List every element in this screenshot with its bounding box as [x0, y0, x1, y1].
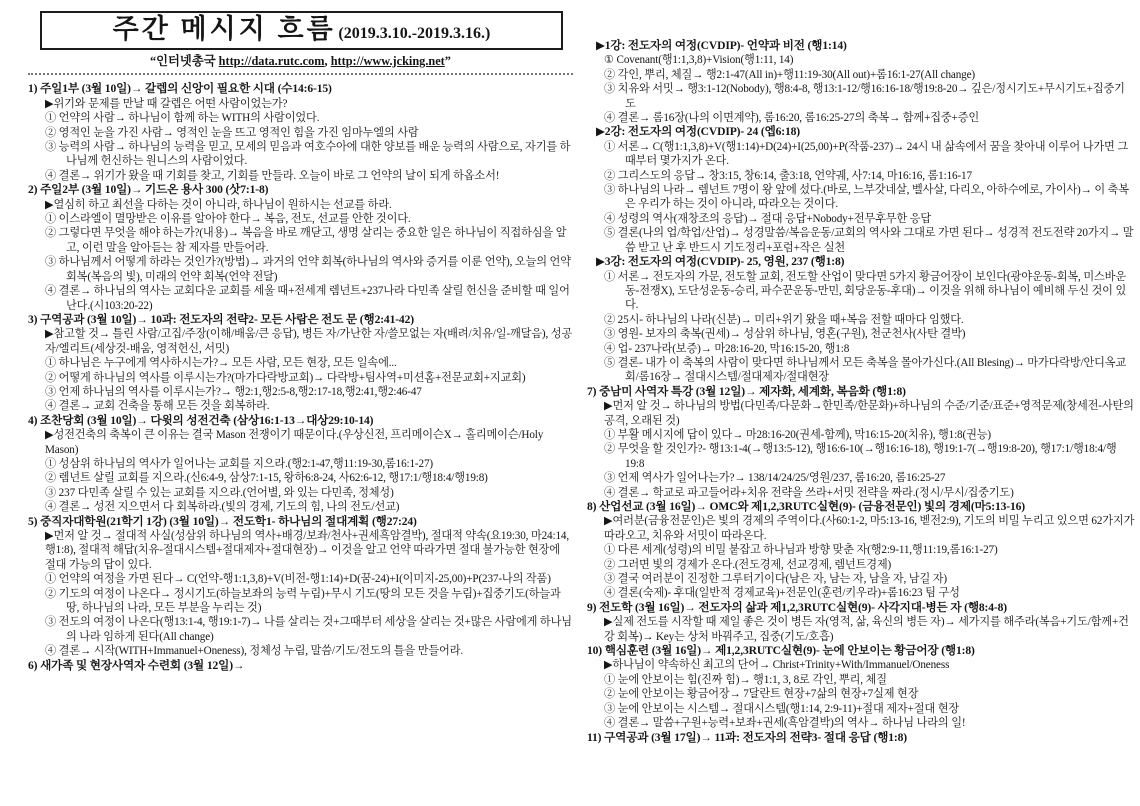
section-item: ② 무엇을 할 것인가?- 행13:1-4(→행13:5-12), 행16:6-10(→행16:16-18), 행19:1-7(→행19:8-20), 행17:1/행18:4/행19:8 — [604, 443, 1117, 470]
section-item: ⑤ 결론(나의 업/학업/산업)→ 성경말씀/복음운동/교회의 역사와 그대로 가면 된다→ 성경적 전도전략 20가지→ 말씀 받고 난 후 반드시 기도정리+포럼+작은 실천 — [604, 227, 1134, 254]
section-item: ② 그러면 빛의 경제가 온다.(전도경제, 선교경제, 렘넌트경제) — [604, 558, 892, 571]
section-item: ② 렘넌트 살릴 교회를 지으라.(신6:4-9, 삼상7:1-15, 왕하6:8-24, 사62:6-12, 행17:1/행18:4/행19:8) — [45, 472, 488, 485]
section-intro: ▶참고할 것→ 틀린 사람/고집/주장(이해/배움/큰 응답), 병든 자/가난한 자/쓸모없는 자(배려/치유/일-깨달음), 성공자/엘리트(세상것-배움, 영적헌신, 서밋) — [45, 328, 573, 355]
section-item: ③ 능력의 사람→ 하나님의 능력을 믿고, 모세의 믿음과 여호수아에 대한 양보를 배운 능력의 사람으로, 자기를 하나님께 헌신하는 원니스의 사람이었다. — [45, 141, 571, 168]
section — [28, 313, 573, 414]
section-item: ③ 237 다민족 살릴 수 있는 교회를 지으라.(언어별, 와 있는 다민족, 정체성) — [45, 486, 394, 499]
section-number: 6) — [28, 658, 41, 672]
section-title: 7) 중남미 사역자 특강 (3월 12일)→ 제자화, 세계화, 복음화 (행1:8) — [587, 384, 906, 398]
jcking-link[interactable]: http://www.jcking.net — [330, 54, 445, 68]
left-sections — [28, 82, 573, 673]
section-number: 3) — [28, 312, 41, 326]
section-intro: ▶위기와 문제를 만날 때 갈렙은 어떤 사람이었는가? — [45, 97, 288, 110]
section-number: 4) — [28, 413, 41, 427]
section — [587, 601, 1135, 644]
section-item: ② 25시- 하나님의 나라(신분)→ 미리+위기 왔을 때+복음 전할 때마다 임했다. — [604, 313, 964, 326]
right-column — [587, 8, 1135, 806]
section-number: 9) — [587, 600, 600, 614]
section-item: ④ 결론→ 성전 지으면서 다 회복하라.(빛의 경제, 기도의 힘, 나의 전도/선교) — [45, 501, 400, 514]
section — [587, 255, 1135, 385]
section-item: ④ 업- 237나라(보증)→ 마28:16-20, 막16:15-20, 행1:8 — [604, 342, 850, 355]
section-item: ① Covenant(행1:1,3,8)+Vision(행1:11, 14) — [604, 54, 794, 67]
section-item: ④ 결론→ 위기가 왔을 때 기회를 찾고, 기회를 만들라. 오늘이 바로 그 언약의 날이 되게 하옵소서! — [45, 169, 500, 182]
section-title: 4) 조찬당회 (3월 10일)→ 다윗의 성전건축 (삼상16:1-13→대상29:10-14) — [28, 413, 374, 427]
rutc-data-link[interactable]: http://data.rutc.com — [218, 54, 325, 68]
section-intro: ▶성전건축의 축복이 큰 이유는 결국 Mason 전쟁이기 때문이다.(우상신전, 프리메이슨X→ 홀리메이슨/Holy Mason) — [45, 429, 544, 456]
section-intro: ▶하나님이 약속하신 최고의 단어→ Christ+Trinity+With/Immanuel/Oneness — [604, 659, 950, 672]
title-box — [40, 11, 563, 50]
section-item: ③ 언제 하나님의 역사를 이루시는가?→ 행2:1,행2:5-8,행2:17-18,행2:41,행2:46-47 — [45, 385, 422, 398]
section — [28, 82, 573, 183]
section — [587, 125, 1135, 255]
section-number: 10) — [587, 644, 605, 658]
section-item: ① 언약의 여정을 가면 된다→ C(언약-행1:1,3,8)+V(비전-행1:14)+D(꿈-24)+I(이미지-25,00)+P(237-나의 작품) — [45, 573, 551, 586]
section-item: ④ 결론(숙제)- 후대(일반적 경제교육)+전문인(훈련/키우라)+롬16:23 팀 구성 — [604, 587, 960, 600]
section-item: ④ 결론→ 시작(WITH+Immanuel+Oneness), 정체성 누림, 말씀/기도/전도의 틀을 만들어라. — [45, 645, 463, 658]
section-item: ④ 결론→ 학교로 파고들어라+치유 전략을 쓰라+서밋 전략을 짜라.(정시/무시/집중기도) — [604, 486, 1014, 499]
subtitle-separator: , — [324, 54, 331, 68]
section — [587, 731, 1135, 745]
section-item: ④ 결론→ 하나님의 역사는 교회다운 교회를 세울 때+전세계 렘넌트+237나라 다민족 살릴 헌신을 준비할 때 일어난다.(시103:20-22) — [45, 285, 570, 312]
section-item: ① 하나님은 누구에게 역사하시는가?→ 모든 사람, 모든 현장, 모든 일속에... — [45, 357, 397, 370]
right-sections — [587, 39, 1135, 745]
section-number: 1) — [28, 82, 41, 96]
section-number: 8) — [587, 500, 600, 513]
section-title: 8) 산업선교 (3월 16일)→ OMC와 제1,2,3RUTC실현(9)- (금융전문인) 빛의 경제(마5:13-16) — [587, 500, 1025, 513]
section-intro: ▶먼저 알 것→ 하나님의 방법(다민족/다문화→한민족/한문화)+하나님의 수준/기준/표준+영적문제(창세전-사탄의 공격, 오래된 것) — [604, 400, 1134, 427]
section — [587, 500, 1135, 601]
section-title: ▶1강: 전도자의 여정(CVDIP)- 언약과 비전 (행1:14) — [596, 39, 847, 52]
section-intro: ▶여러분(금융전문인)은 빛의 경제의 주역이다.(사60:1-2, 마5:13-16, 벧전2:9), 기도의 비밀 누리고 있으면 62가지가 따라오고, 치유와 서밋이 따라온다. — [604, 515, 1135, 542]
section-item: ① 서론→ C(행1:1,3,8)+V(행1:14)+D(24)+I(25,00)+P(작품-237)→ 24시 내 삶속에서 꿈을 찾아내 이루어 나가면 그때부터 몇가지가 온다. — [604, 140, 1128, 168]
page-title: 주간 메시지 흐름 — [112, 14, 336, 44]
section-item: ④ 결론→ 롬16장(나의 이면계약), 롬16:20, 롬16:25-27의 축복→ 함께+집중+증인 — [604, 112, 980, 125]
section-item: ③ 하나님의 나라→ 렘넌트 7명이 왕 앞에 섰다.(바로, 느부갓네살, 벨사살, 다리오, 아하수에로, 가이사)→ 이 축복은 우리가 하는 것이 아니라, 따라오는 것이다. — [604, 184, 1129, 211]
section-item: ⑤ 결론- 내가 이 축복의 사람이 맞다면 하나님께서 모든 축복을 몰아가신다.(All Blesing)→ 마가다락방/안디옥교회/롬16장→ 절대시스템/절대제자/절대현장 — [604, 356, 1127, 384]
section-title: 11) 구역공과 (3월 17일)→ 11과: 전도자의 전략3- 절대 응답 (행1:8) — [587, 730, 907, 744]
section — [587, 385, 1135, 500]
section-intro: ▶먼저 알 것→ 절대적 사실(성삼위 하나님의 역사+배경/보좌/천사+권세흑암결박), 절대적 약속(요19:30, 마24:14, 행1:8), 절대적 해답(치유-절대시스템+절대제자+절대현장)→ 이것을 알고 언약 따라가면 절대 불가능한 현장에 절대 가능의 답이 있다. — [45, 530, 569, 571]
section-item: ③ 전도의 여정이 나온다(행13:1-4, 행19:1-7)→ 나를 살리는 것+그때부터 세상을 살리는 것+많은 사람에게 하나님의 나라 임하게 된다(All change) — [45, 616, 572, 643]
section — [28, 414, 573, 515]
section-item: ② 그렇다면 무엇을 해야 하는가?(내용)→ 복음을 바로 깨닫고, 생명 살리는 중요한 일은 하나님이 직접하심을 알고, 이런 말을 알아듣는 참 제자를 만들어라. — [45, 227, 567, 254]
section-number: 2) — [28, 183, 41, 197]
section — [587, 39, 1135, 125]
section-title: ▶3강: 전도자의 여정(CVDIP)- 25, 영원, 237 (행1:8) — [596, 255, 845, 269]
section — [28, 659, 573, 673]
section-item: ② 눈에 안보이는 황금어장→ 7달란트 현장+7삶의 현장+7실제 현장 — [604, 688, 919, 701]
section-item: ① 성삼위 하나님의 역사가 일어나는 교회를 지으라.(행2:1-47,행11:19-30,롬16:1-27) — [45, 457, 433, 470]
section-item: ② 영적인 눈을 가진 사람→ 영적인 눈을 뜨고 영적인 힘을 가진 임마누엘의 사람 — [45, 126, 419, 139]
section-number: 11) — [587, 730, 605, 744]
section-item: ③ 치유와 서밋→ 행3:1-12(Nobody), 행8:4-8, 행13:1-12/행16:16-18/행19:8-20→ 깊은/정시기도+무시기도+집중기도 — [604, 83, 1125, 110]
section-item: ② 각인, 뿌리, 체질→ 행2:1-47(All in)+행11:19-30(All out)+롬16:1-27(All change) — [604, 68, 975, 81]
section — [28, 183, 573, 313]
section-intro: ▶실제 전도를 시작할 때 제일 좋은 것이 병든 자(영적, 삶, 육신의 병든 자)→ 세가지를 해주라(복음+기도/함께+건강 회복)→ Key는 상처 바꿔주고, 집중(기도/호흡) — [604, 616, 1129, 643]
section-intro: ▶열심히 하고 최선을 다하는 것이 아니라, 하나님이 원하시는 선교를 하라. — [45, 198, 392, 211]
section-title: 5) 중직자대학원(21학기 1강) (3월 10일)→ 전도학1- 하나님의 절대계획 (행27:24) — [28, 514, 417, 528]
section — [28, 515, 573, 659]
section-item: ① 눈에 안보이는 힘(진짜 힘)→ 행1:1, 3, 8로 각인, 뿌리, 체질 — [604, 673, 887, 686]
section-item: ③ 언제 역사가 일어나는가?→ 138/14/24/25/영원/237, 롬16:20, 롬16:25-27 — [604, 472, 946, 485]
section-item: ① 다른 세계(성령)의 비밀 붙잡고 하나님과 방향 맞춘 자(행2:9-11,행11:19,롬16:1-27) — [604, 544, 998, 557]
section-title: 9) 전도학 (3월 16일)→ 전도자의 삶과 제1,2,3RUTC실현(9)- 사각지대-병든 자 (행8:4-8) — [587, 600, 1007, 614]
section-title: 2) 주일2부 (3월 10일)→ 기드온 용사 300 (삿7:1-8) — [28, 183, 269, 197]
subtitle-suffix: ” — [444, 54, 451, 68]
section-title: 1) 주일1부 (3월 10일)→ 갈렙의 신앙이 필요한 시대 (수14:6-15) — [28, 82, 332, 96]
section — [587, 644, 1135, 730]
section-item: ③ 영원- 보자의 축복(권세)→ 성삼위 하나님, 영혼(구원), 천군천사(사탄 결박) — [604, 328, 966, 341]
date-range: (2019.3.10.-2019.3.16.) — [338, 25, 491, 42]
section-item: ③ 눈에 안보이는 시스템→ 절대시스템(행1:14, 2:9-11)+절대 제자+절대 현장 — [604, 702, 960, 715]
section-item: ② 그리스도의 응답→ 창3:15, 창6:14, 출3:18, 언약궤, 사7:14, 마16:16, 롬1:16-17 — [604, 169, 972, 182]
section-item: ① 서론→ 전도자의 가문, 전도할 교회, 전도할 산업이 맞다면 5가지 황금어장이 보인다(광야운동-회복, 미스바운동-전쟁X), 도단성운동-승리, 파수꾼운동-만민, 회당운동-후대)→ 이것을 위해 하나님이 예비해 두신 것이 있다. — [604, 270, 1127, 312]
subtitle — [28, 51, 573, 75]
section-number: 7) — [587, 384, 600, 398]
section-item: ④ 성령의 역사(재창조의 응답)→ 절대 응답+Nobody+전무후무한 응답 — [604, 212, 932, 225]
section-item: ① 언약의 사람→ 하나님이 함께 하는 WITH의 사람이었다. — [45, 112, 320, 125]
section-title: 3) 구역공과 (3월 10일)→ 10과: 전도자의 전략2- 모든 사람은 전도 문 (행2:41-42) — [28, 312, 414, 326]
section-item: ④ 결론→ 말씀+구원+능력+보좌+권세(흑암결박)의 역사→ 하나님 나라의 일! — [604, 717, 966, 730]
section-item: ③ 하나님께서 어떻게 하라는 것인가?(방법)→ 과거의 언약 회복(하나님의 역사와 증거를 이룬 언약), 오늘의 언약 회복(복음의 빛), 미래의 언약 회복(언약 전달) — [45, 256, 571, 283]
section-title: 10) 핵심훈련 (3월 16일)→ 제1,2,3RUTC실현(9)- 눈에 안보이는 황금어장 (행1:8) — [587, 644, 975, 658]
section-item: ② 어떻게 하나님의 역사를 이루시는가?(마가다락방교회)→ 다락방+팀사역+미션홈+전문교회+지교회) — [45, 371, 526, 384]
section-title: 6) 새가족 및 현장사역자 수련회 (3월 12일)→ — [28, 658, 245, 672]
section-item: ② 기도의 여정이 나온다→ 정시기도(하늘보좌의 능력 누림)+무시 기도(땅의 모든 것을 누림)+집중기도(하늘과 땅, 하나님의 나라, 모든 부분을 누리는 것) — [45, 587, 561, 615]
section-item: ④ 결론→ 교회 건축을 통해 모든 것을 회복하라. — [45, 400, 270, 413]
left-column — [28, 8, 573, 806]
section-item: ① 부활 메시지에 답이 있다→ 마28:16-20(권세-함께), 막16:15-20(치유), 행1:8(권능) — [604, 428, 991, 441]
section-item: ③ 결국 여러분이 진정한 그루터기이다(남은 자, 남는 자, 남을 자, 남길 자) — [604, 573, 947, 586]
subtitle-prefix: “인터넷총국 — [150, 54, 219, 68]
section-item: ① 이스라엘이 멸망받은 이유를 알아야 한다→ 복음, 전도, 선교를 안한 것이다. — [45, 213, 411, 226]
section-title: ▶2강: 전도자의 여정(CVDIP)- 24 (엡6:18) — [596, 125, 800, 139]
section-number: 5) — [28, 514, 41, 528]
